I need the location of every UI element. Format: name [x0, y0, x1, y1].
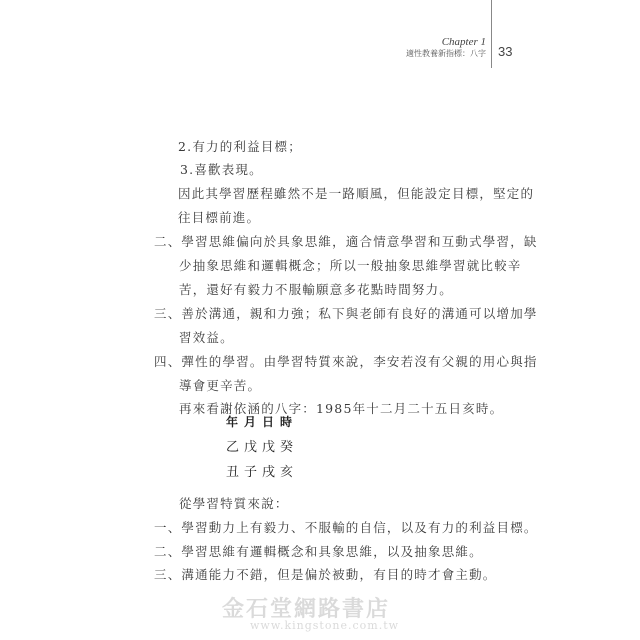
body-line: 三、善於溝通，親和力強；私下與老師有良好的溝通可以增加學: [154, 306, 538, 321]
body-line: 四、彈性的學習。由學習特質來說，李安若沒有父親的用心與指: [154, 354, 538, 369]
pillar-branch: 子: [244, 465, 258, 480]
body-line: 習效益。: [179, 330, 234, 345]
header-divider: [491, 0, 492, 68]
pillar-hour-label: 時: [280, 415, 293, 429]
pillar-day-label: 日: [262, 415, 275, 429]
pillar-month-label: 月: [244, 415, 257, 429]
chapter-subtitle: 適性教養新指標：八字: [406, 49, 486, 58]
pillars-header-row: [226, 413, 298, 430]
body-line: 往目標前進。: [178, 210, 261, 225]
pillar-stem: 戊: [244, 440, 258, 455]
chapter-label: Chapter 1: [441, 36, 486, 48]
body-line: 導會更辛苦。: [179, 378, 262, 393]
body-line: 從學習特質來說：: [179, 496, 289, 511]
pillars-stems-row: [226, 436, 298, 455]
pillar-stem: 戊: [262, 440, 276, 455]
body-line: 苦，還好有毅力不服輸願意多花點時間努力。: [179, 282, 454, 297]
pillar-branch: 丑: [226, 465, 240, 480]
body-line: 二、學習思維偏向於具象思維，適合情意學習和互動式學習，缺: [154, 234, 538, 249]
pillar-year-label: 年: [226, 415, 239, 429]
body-line: 3.喜歡表現。: [180, 162, 263, 177]
pillar-stem: 乙: [226, 440, 240, 455]
pillar-branch: 亥: [280, 465, 294, 480]
watermark-logo: 金石堂網路書店: [222, 596, 391, 622]
page-number: 33: [498, 44, 513, 59]
body-line: 2.有力的利益目標；: [178, 139, 302, 154]
pillar-stem: 癸: [280, 440, 294, 455]
body-line: 因此其學習歷程雖然不是一路順風，但能設定目標，堅定的: [178, 186, 535, 201]
pillars-branches-row: [226, 461, 298, 480]
bazi-pillars-table: [226, 413, 298, 486]
body-line: 二、學習思維有邏輯概念和具象思維，以及抽象思維。: [154, 544, 483, 559]
pillar-branch: 戌: [262, 465, 276, 480]
body-line: 一、學習動力上有毅力、不服輸的自信，以及有力的利益目標。: [154, 520, 538, 535]
body-line: 三、溝通能力不錯，但是偏於被動，有目的時才會主動。: [154, 567, 497, 582]
body-line: 再來看謝依涵的八字：1985年十二月二十五日亥時。: [179, 401, 504, 416]
watermark-url: www.kingstone.com.tw: [250, 619, 400, 632]
body-line: 少抽象思維和邏輯概念；所以一般抽象思維學習就比較辛: [179, 258, 522, 273]
